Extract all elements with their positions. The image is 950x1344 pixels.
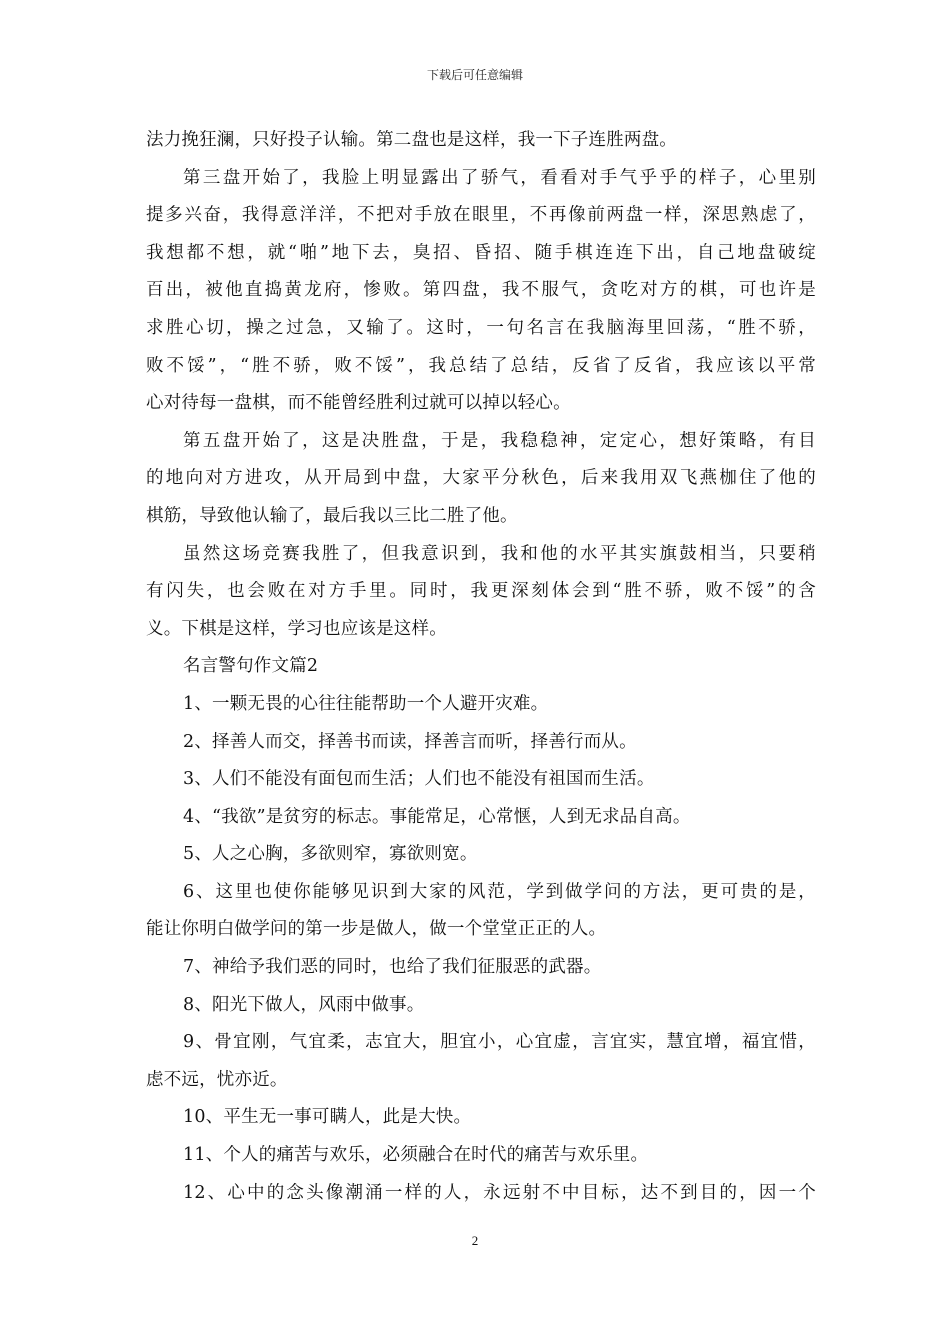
text-line: 虑不远，忧亦近。	[146, 1069, 288, 1090]
text-line: 的地向对方进攻，从开局到中盘，大家平分秋色，后来我用双飞燕枷住了他的	[146, 468, 816, 489]
text-line: 虽然这场竞赛我胜了，但我意识到，我和他的水平其实旗鼓相当，只要稍	[183, 543, 816, 564]
quote-item: 6、这里也使你能够见识到大家的风范，学到做学问的方法，更可贵的是，	[183, 881, 816, 902]
text-line: 百出，被他直捣黄龙府，惨败。第四盘，我不服气，贪吃对方的棋，可也许是	[146, 280, 816, 301]
quote-item: 5、人之心胸，多欲则窄，寡欲则宽。	[183, 844, 478, 865]
page-number: 2	[471, 1233, 479, 1248]
section-heading: 名言警句作文篇2	[183, 656, 319, 677]
document-body	[146, 122, 816, 1212]
quote-item: 10、平生无一事可瞒人，此是大快。	[183, 1107, 472, 1128]
text-line: 求胜心切，操之过急，又输了。这时，一句名言在我脑海里回荡，“胜不骄，	[146, 317, 816, 338]
quote-item: 7、神给予我们恶的同时，也给了我们征服恶的武器。	[183, 957, 602, 978]
quote-item: 4、“我欲”是贫穷的标志。事能常足，心常惬，人到无求品自高。	[183, 806, 691, 827]
text-line: 我想都不想，就“啪”地下去，臭招、昏招、随手棋连连下出，自己地盘破绽	[146, 242, 816, 263]
text-line: 第三盘开始了，我脸上明显露出了骄气，看看对手气乎乎的样子，心里别	[183, 167, 816, 188]
quote-item: 8、阳光下做人，风雨中做事。	[183, 994, 425, 1015]
quote-item: 3、人们不能没有面包而生活；人们也不能没有祖国而生活。	[183, 769, 655, 790]
text-line: 败不馁”，“胜不骄，败不馁”，我总结了总结，反省了反省，我应该以平常	[146, 355, 816, 376]
page-header: 下载后可任意编辑	[426, 68, 523, 82]
text-line: 心对待每一盘棋，而不能曾经胜利过就可以掉以轻心。	[146, 393, 571, 414]
text-line: 第五盘开始了，这是决胜盘，于是，我稳稳神，定定心，想好策略，有目	[183, 430, 816, 451]
quote-item: 11、个人的痛苦与欢乐，必须融合在时代的痛苦与欢乐里。	[183, 1145, 649, 1166]
quote-item: 1、一颗无畏的心往往能帮助一个人避开灾难。	[183, 693, 549, 714]
text-line: 提多兴奋，我得意洋洋，不把对手放在眼里，不再像前两盘一样，深思熟虑了，	[146, 205, 816, 226]
quote-item: 9、骨宜刚，气宜柔，志宜大，胆宜小，心宜虚，言宜实，慧宜增，福宜惜，	[183, 1032, 816, 1053]
text-line: 棋筋，导致他认输了，最后我以三比二胜了他。	[146, 505, 518, 526]
text-line: 能让你明白做学问的第一步是做人，做一个堂堂正正的人。	[146, 919, 607, 940]
text-line: 有闪失，也会败在对方手里。同时，我更深刻体会到“胜不骄，败不馁”的含	[146, 581, 816, 602]
quote-item: 12、心中的念头像潮涌一样的人，永远射不中目标，达不到目的，因一个	[183, 1182, 816, 1203]
quote-item: 2、择善人而交，择善书而读，择善言而听，择善行而从。	[183, 731, 637, 752]
text-line: 法力挽狂澜，只好投子认输。第二盘也是这样，我一下子连胜两盘。	[146, 130, 677, 150]
text-line: 义。下棋是这样，学习也应该是这样。	[146, 618, 447, 639]
